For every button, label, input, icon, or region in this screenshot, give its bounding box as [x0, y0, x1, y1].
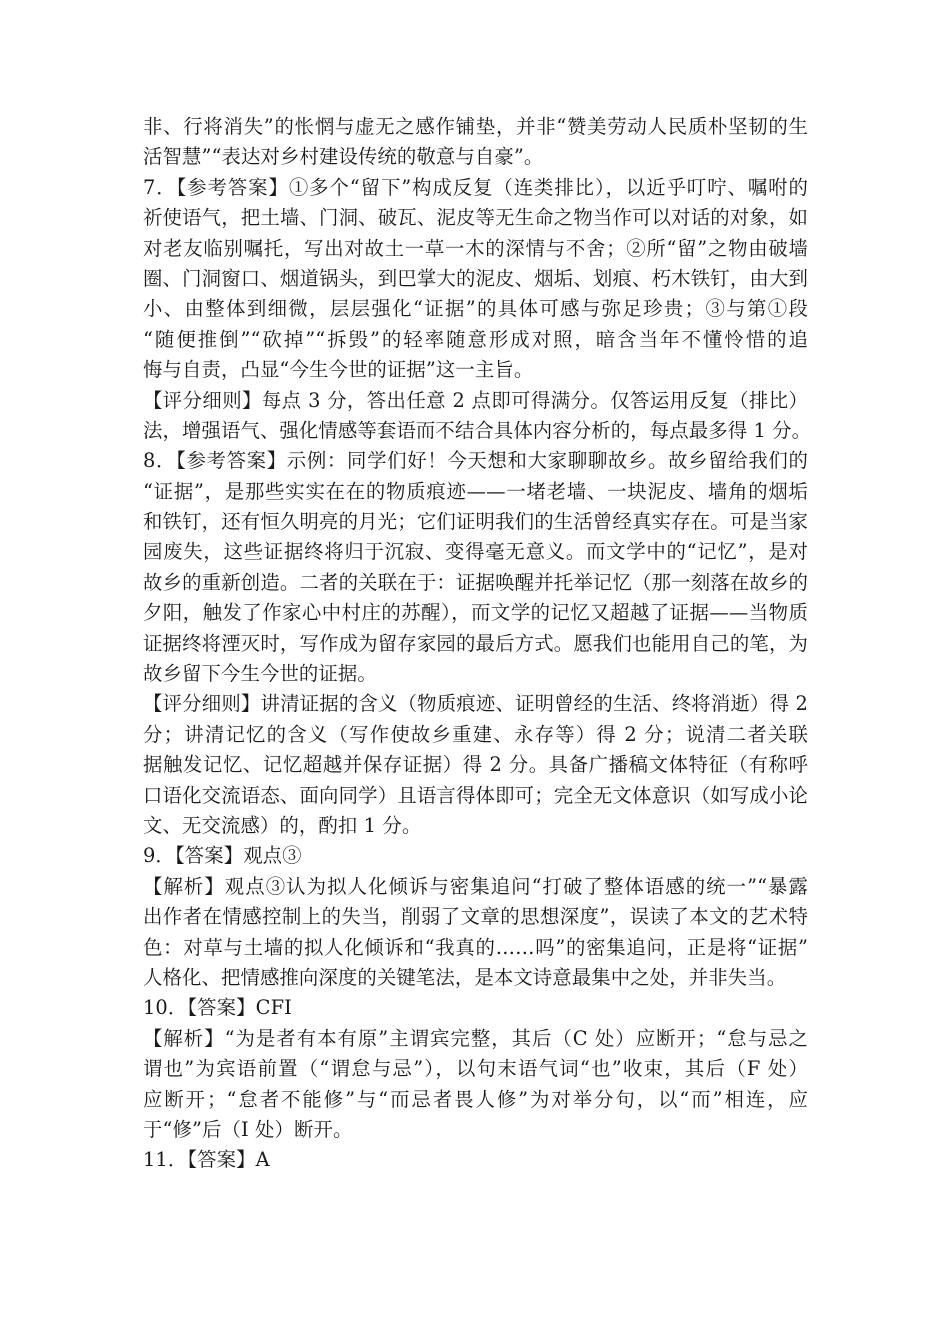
- text-line: 故乡的重新创造。二者的关联在于：证据唤醒并托举记忆（那一刻落在故乡的: [143, 570, 808, 594]
- text-line: 分；讲清记忆的含义（写作使故乡重建、永存等）得 2 分；说清二者关联: [143, 722, 808, 746]
- text-line: 小、由整体到细微，层层强化“证据”的具体可感与弥足珍贵；③与第①段: [143, 297, 808, 321]
- text-line: 证据终将湮灭时，写作成为留存家园的最后方式。愿我们也能用自己的笔，为: [143, 631, 808, 655]
- text-line: 故乡留下今生今世的证据。: [143, 662, 377, 686]
- text-line: 于“修”后（I 处）断开。: [143, 1117, 353, 1141]
- text-line: 谓也”为宾语前置（“谓怠与忌”），以句末语气词“也”收束，其后（F 处）: [143, 1057, 808, 1081]
- text-line: 法，增强语气、强化情感等套语而不结合具体内容分析的，每点最多得 1 分。: [143, 418, 812, 442]
- text-line: 口语化交流语态、面向同学）且语言得体即可；完全无文体意识（如写成小论: [143, 783, 808, 807]
- text-line: 文、无交流感）的，酌扣 1 分。: [143, 813, 422, 837]
- text-line: 非、行将消失”的怅惘与虚无之感作铺垫，并非“赞美劳动人民质朴坚韧的生: [143, 115, 808, 138]
- text-line: 人格化、把情感推向深度的关键笔法，是本文诗意最集中之处，并非失当。: [143, 965, 787, 989]
- text-line: 出作者在情感控制上的失当，削弱了文章的思想深度”，误读了本文的艺术特: [143, 905, 808, 929]
- text-line: 【评分细则】每点 3 分，答出任意 2 点即可得满分。仅答运用反复（排比）: [143, 388, 808, 412]
- text-line: 据触发记忆、记忆超越并保存证据）得 2 分。具备广播稿文体特征（有称呼: [143, 753, 808, 777]
- text-line: “证据”，是那些实实在在的物质痕迹——一堵老墙、一块泥皮、墙角的烟垢: [143, 479, 808, 503]
- text-line: 圈、门洞窗口、烟道锅头，到巴掌大的泥皮、烟垢、划痕、朽木铁钉，由大到: [143, 266, 808, 290]
- text-line: 祈使语气，把土墙、门洞、破瓦、泥皮等无生命之物当作可以对话的对象，如: [143, 206, 808, 230]
- text-line: 活智慧”“表达对乡村建设传统的敬意与自豪”。: [143, 145, 544, 169]
- text-line: 11．【答案】A: [143, 1148, 270, 1172]
- text-line: 7．【参考答案】①多个“留下”构成反复（连类排比），以近乎叮咛、嘱咐的: [143, 175, 808, 199]
- text-line: 悔与自责，凸显“今生今世的证据”这一主旨。: [143, 358, 534, 382]
- text-line: 9．【答案】观点③: [143, 844, 302, 868]
- text-line: 园废失，这些证据终将归于沉寂、变得毫无意义。而文学中的“记忆”，是对: [143, 540, 808, 564]
- text-line: 10．【答案】CFI: [143, 996, 292, 1020]
- text-line: 夕阳，触发了作家心中村庄的苏醒），而文学的记忆又超越了证据——当物质: [143, 601, 808, 625]
- text-line: 【评分细则】讲清证据的含义（物质痕迹、证明曾经的生活、终将消逝）得 2: [143, 692, 808, 716]
- text-line: 和铁钉，还有恒久明亮的月光；它们证明我们的生活曾经真实存在。可是当家: [143, 510, 808, 534]
- text-line: 色：对草与土墙的拟人化倾诉和“我真的……吗”的密集追问，正是将“证据”: [143, 935, 808, 959]
- text-line: 8．【参考答案】示例：同学们好！今天想和大家聊聊故乡。故乡留给我们的: [143, 449, 808, 473]
- text-line: 对老友临别嘱托，写出对故土一草一木的深情与不舍；②所“留”之物由破墙: [143, 236, 808, 260]
- text-line: 应断开；“怠者不能修”与“而忌者畏人修”为对举分句，以“而”相连，应: [143, 1087, 808, 1111]
- text-line: 【解析】观点③认为拟人化倾诉与密集追问“打破了整体语感的统一”“暴露: [143, 874, 808, 898]
- text-line: “随便推倒”“砍掉”“拆毁”的轻率随意形成对照，暗含当年不懂怜惜的追: [143, 327, 808, 351]
- document-page: [143, 112, 812, 1176]
- text-line: 【解析】“为是者有本有原”主谓宾完整，其后（C 处）应断开；“怠与忌之: [143, 1026, 808, 1050]
